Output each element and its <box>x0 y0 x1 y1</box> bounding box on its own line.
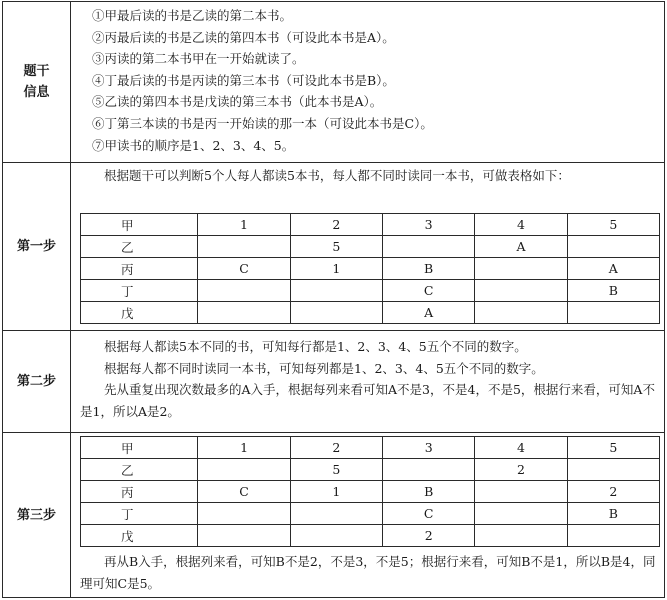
grid-cell <box>383 459 475 481</box>
step-1-content <box>71 163 664 330</box>
clue-7: ⑦甲读书的顺序是1、2、3、4、5。 <box>92 137 295 153</box>
grid-row <box>81 236 660 258</box>
grid-row <box>81 503 660 525</box>
step-1-intro: 根据题干可以判断5个人每人都读5本书，每人都不同时读同一本书，可做表格如下： <box>104 168 570 183</box>
grid-cell: 丙 <box>81 481 198 503</box>
grid-cell <box>198 503 290 525</box>
grid-cell <box>198 459 290 481</box>
row-label-step-2 <box>3 331 71 432</box>
grid-cell: 戊 <box>81 525 198 547</box>
grid-cell: A <box>475 236 567 258</box>
grid-cell: 丁 <box>81 503 198 525</box>
clue-1: ①甲最后读的书是乙读的第二本书。 <box>92 8 293 23</box>
clue-2: ②丙最后读的书是乙读的第四本书（可设此本书是A）。 <box>92 29 395 45</box>
grid-cell: B <box>567 280 659 302</box>
grid-cell: 2 <box>290 214 382 236</box>
grid-row <box>81 302 660 324</box>
grid-cell <box>475 525 567 547</box>
grid-row <box>81 481 660 503</box>
grid-cell: 2 <box>567 481 659 503</box>
label-text: 题干 信息 <box>23 64 50 100</box>
step-2-para: 先从重复出现次数最多的A入手，根据每列来看可知A不是3，不是4，不是5，根据行来看，可知A不是1，所以A是2。 <box>80 382 655 419</box>
grid-cell: 5 <box>290 236 382 258</box>
grid-cell: 乙 <box>81 236 198 258</box>
grid-cell: 1 <box>290 258 382 280</box>
step-2-line-1: 根据每人都读5本不同的书，可知每行都是1、2、3、4、5五个不同的数字。 <box>104 339 527 354</box>
grid-cell <box>475 481 567 503</box>
grid-cell <box>567 236 659 258</box>
grid-cell <box>382 236 474 258</box>
label-text: 第二步 <box>16 374 56 389</box>
grid-cell: 2 <box>475 459 567 481</box>
grid-cell: 丁 <box>81 280 198 302</box>
grid-cell: 3 <box>382 214 474 236</box>
grid-cell: 5 <box>567 214 659 236</box>
label-text: 第一步 <box>16 239 56 254</box>
grid-cell: C <box>198 481 290 503</box>
step-3-grid <box>80 436 660 547</box>
grid-cell: 甲 <box>81 437 198 459</box>
grid-row <box>81 258 660 280</box>
step-2-line-2: 根据每人都不同时读同一本书，可知每列都是1、2、3、4、5五个不同的数字。 <box>104 360 544 376</box>
row-problem-info <box>3 2 664 163</box>
grid-cell: B <box>382 258 474 280</box>
grid-cell <box>290 302 382 324</box>
grid-cell: 5 <box>290 459 382 481</box>
row-step-3 <box>3 433 664 597</box>
grid-cell: B <box>567 503 659 525</box>
grid-cell: 2 <box>290 437 382 459</box>
clue-6: ⑥丁第三本读的书是丙一开始读的那一本（可设此本书是C）。 <box>92 115 433 131</box>
grid-cell: A <box>567 258 659 280</box>
grid-cell <box>198 525 290 547</box>
row-label-problem-info <box>3 2 71 162</box>
grid-cell <box>198 280 290 302</box>
grid-cell <box>198 236 290 258</box>
grid-cell: 5 <box>567 437 659 459</box>
grid-cell: A <box>382 302 474 324</box>
row-step-2 <box>3 331 664 433</box>
step-3-content <box>71 433 664 597</box>
row-label-step-1 <box>3 163 71 330</box>
grid-cell: 戊 <box>81 302 198 324</box>
grid-cell <box>198 302 290 324</box>
grid-cell <box>475 280 567 302</box>
grid-cell <box>475 302 567 324</box>
row-step-1 <box>3 163 664 331</box>
grid-row <box>81 525 660 547</box>
grid-header-row <box>81 214 660 236</box>
grid-cell <box>567 302 659 324</box>
grid-cell: 1 <box>290 481 382 503</box>
grid-cell: C <box>382 280 474 302</box>
grid-cell <box>475 258 567 280</box>
grid-header-row <box>81 437 660 459</box>
grid-cell <box>567 525 659 547</box>
row-label-step-3 <box>3 433 71 597</box>
grid-cell: 3 <box>383 437 475 459</box>
clue-4: ④丁最后读的书是丙读的第三本书（可设此本书是B）。 <box>92 72 395 88</box>
grid-cell: 1 <box>198 437 290 459</box>
grid-cell: 4 <box>475 214 567 236</box>
grid-cell: 乙 <box>81 459 198 481</box>
problem-info-content <box>71 2 664 162</box>
grid-cell <box>290 503 382 525</box>
grid-cell <box>290 525 382 547</box>
grid-cell: 1 <box>198 214 290 236</box>
grid-cell: 4 <box>475 437 567 459</box>
step-3-para: 再从B入手，根据列来看，可知B不是2，不是3，不是5；根据行来看，可知B不是1，所以B是4，同理可知C是5。 <box>80 554 656 591</box>
grid-cell: B <box>383 481 475 503</box>
grid-cell: 2 <box>383 525 475 547</box>
grid-cell: C <box>383 503 475 525</box>
grid-row <box>81 280 660 302</box>
grid-cell <box>567 459 659 481</box>
step-1-grid <box>80 213 660 324</box>
grid-cell: 甲 <box>81 214 198 236</box>
solution-table <box>2 1 665 598</box>
clue-5: ⑤乙读的第四本书是戊读的第三本书（此本书是A）。 <box>92 94 383 110</box>
grid-cell <box>475 503 567 525</box>
grid-cell: C <box>198 258 290 280</box>
grid-row <box>81 459 660 481</box>
label-text: 第三步 <box>16 507 56 523</box>
grid-cell <box>290 280 382 302</box>
clue-3: ③丙读的第二本书甲在一开始就读了。 <box>92 51 305 67</box>
step-2-content <box>71 331 664 432</box>
grid-cell: 丙 <box>81 258 198 280</box>
